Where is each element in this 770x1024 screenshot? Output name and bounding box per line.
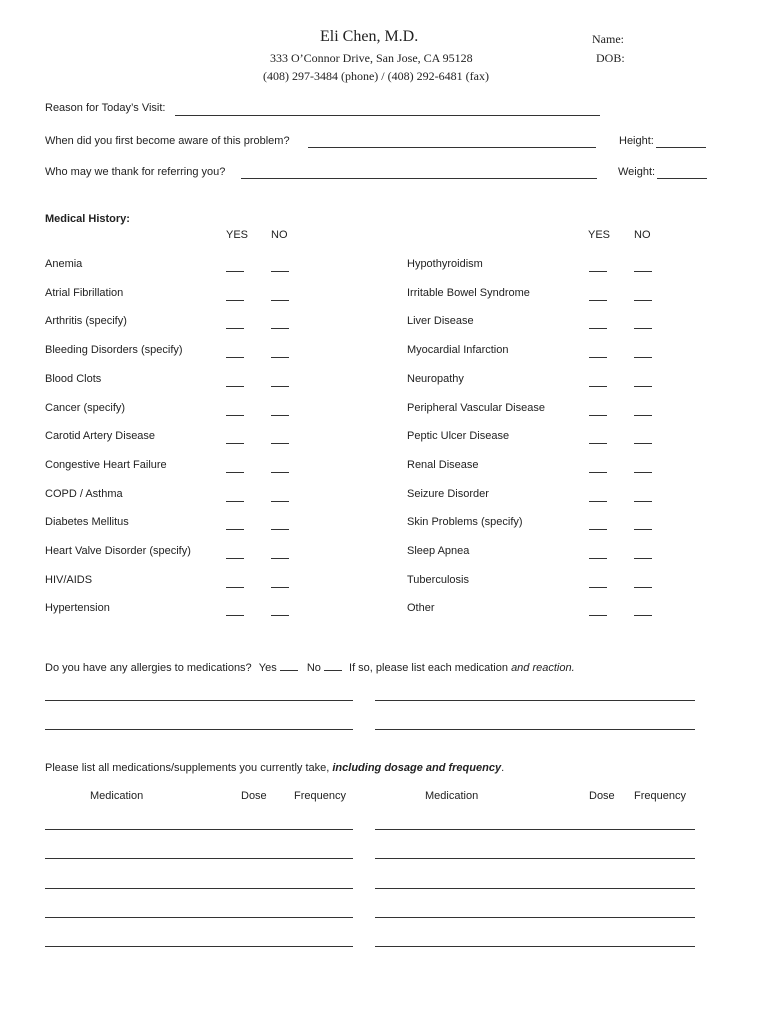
condition-yes-field[interactable] (589, 443, 607, 444)
medication-entry-line[interactable] (45, 888, 353, 889)
allergy-yes-label: Yes (258, 662, 277, 674)
condition-label: Carotid Artery Disease (45, 430, 156, 442)
condition-no-field[interactable] (271, 529, 289, 530)
condition-no-field[interactable] (271, 328, 289, 329)
condition-yes-field[interactable] (226, 328, 244, 329)
condition-no-field[interactable] (634, 443, 652, 444)
condition-label: Anemia (45, 258, 83, 270)
medical-history-title: Medical History: (45, 213, 130, 225)
condition-label: Congestive Heart Failure (45, 459, 167, 471)
yes-header-right: YES (588, 229, 611, 241)
reason-label: Reason for Today’s Visit: (45, 102, 166, 114)
allergy-emph: and reaction. (511, 662, 575, 674)
medication-entry-line[interactable] (45, 946, 353, 947)
dob-label: DOB: (596, 51, 625, 65)
condition-yes-field[interactable] (226, 501, 244, 502)
condition-label: Bleeding Disorders (specify) (45, 344, 183, 356)
condition-yes-field[interactable] (589, 300, 607, 301)
condition-yes-field[interactable] (589, 386, 607, 387)
condition-no-field[interactable] (634, 357, 652, 358)
condition-yes-field[interactable] (589, 357, 607, 358)
allergy-question-line (45, 660, 575, 674)
aware-label: When did you first become aware of this problem? (45, 135, 290, 147)
condition-label: Hypothyroidism (407, 258, 483, 270)
condition-label: Skin Problems (specify) (407, 516, 523, 528)
referral-field[interactable] (241, 178, 597, 179)
medication-entry-line[interactable] (375, 917, 695, 918)
referral-label: Who may we thank for referring you? (45, 166, 226, 178)
condition-no-field[interactable] (271, 472, 289, 473)
condition-no-field[interactable] (271, 587, 289, 588)
col-dose-left: Dose (241, 790, 267, 802)
condition-label: Neuropathy (407, 373, 464, 385)
no-header-left: NO (271, 229, 288, 241)
condition-yes-field[interactable] (226, 587, 244, 588)
condition-label: COPD / Asthma (45, 488, 123, 500)
condition-label: Arthritis (specify) (45, 315, 127, 327)
yes-header-left: YES (226, 229, 249, 241)
medications-intro: Please list all medications/supplements you currently take, (45, 762, 330, 774)
condition-label: Diabetes Mellitus (45, 516, 129, 528)
condition-label: Liver Disease (407, 315, 474, 327)
col-medication-left: Medication (90, 790, 144, 802)
allergy-if-so: If so, please list each medication (349, 662, 508, 674)
medication-entry-line[interactable] (45, 829, 353, 830)
condition-label: Atrial Fibrillation (45, 287, 124, 299)
condition-yes-field[interactable] (589, 529, 607, 530)
height-label: Height: (619, 135, 654, 147)
height-field[interactable] (656, 147, 706, 148)
condition-label: Cancer (specify) (45, 402, 126, 414)
medication-entry-line[interactable] (375, 858, 695, 859)
condition-no-field[interactable] (634, 271, 652, 272)
condition-label: HIV/AIDS (45, 574, 93, 586)
condition-no-field[interactable] (634, 529, 652, 530)
medications-intro-line (45, 762, 504, 774)
allergy-line[interactable] (45, 700, 353, 701)
condition-no-field[interactable] (271, 271, 289, 272)
condition-no-field[interactable] (634, 558, 652, 559)
condition-yes-field[interactable] (226, 443, 244, 444)
condition-no-field[interactable] (271, 615, 289, 616)
name-label: Name: (592, 32, 624, 46)
condition-no-field[interactable] (271, 386, 289, 387)
col-frequency-right: Frequency (634, 790, 686, 802)
medication-entry-line[interactable] (375, 829, 695, 830)
condition-label: Peptic Ulcer Disease (407, 430, 510, 442)
condition-no-field[interactable] (271, 443, 289, 444)
allergy-no-field[interactable] (324, 660, 342, 671)
condition-yes-field[interactable] (589, 558, 607, 559)
col-frequency-left: Frequency (294, 790, 346, 802)
allergy-question: Do you have any allergies to medications? (45, 662, 252, 674)
condition-label: Other (407, 602, 435, 614)
condition-label: Myocardial Infarction (407, 344, 509, 356)
condition-yes-field[interactable] (226, 472, 244, 473)
condition-yes-field[interactable] (226, 271, 244, 272)
reason-field[interactable] (175, 115, 600, 116)
condition-label: Irritable Bowel Syndrome (407, 287, 530, 299)
condition-label: Hypertension (45, 602, 110, 614)
col-dose-right: Dose (589, 790, 615, 802)
condition-no-field[interactable] (634, 415, 652, 416)
no-header-right: NO (634, 229, 651, 241)
allergy-yes-field[interactable] (280, 660, 298, 671)
condition-no-field[interactable] (271, 501, 289, 502)
condition-label: Heart Valve Disorder (specify) (45, 545, 191, 557)
condition-label: Renal Disease (407, 459, 479, 471)
condition-yes-field[interactable] (226, 415, 244, 416)
condition-no-field[interactable] (271, 558, 289, 559)
condition-no-field[interactable] (634, 615, 652, 616)
condition-yes-field[interactable] (226, 529, 244, 530)
clinic-address: 333 O’Connor Drive, San Jose, CA 95128 (270, 51, 473, 65)
col-medication-right: Medication (425, 790, 479, 802)
allergy-line[interactable] (45, 729, 353, 730)
condition-yes-field[interactable] (226, 615, 244, 616)
weight-field[interactable] (657, 178, 707, 179)
condition-no-field[interactable] (634, 501, 652, 502)
doctor-name: Eli Chen, M.D. (320, 28, 419, 45)
condition-label: Blood Clots (45, 373, 102, 385)
condition-label: Sleep Apnea (407, 545, 470, 557)
condition-yes-field[interactable] (589, 271, 607, 272)
condition-no-field[interactable] (634, 386, 652, 387)
clinic-phone: (408) 297-3484 (phone) / (408) 292-6481 (fax) (263, 69, 489, 83)
condition-label: Tuberculosis (407, 574, 469, 586)
medications-emph: including dosage and frequency (332, 762, 502, 774)
medications-period: . (501, 762, 505, 774)
condition-yes-field[interactable] (226, 300, 244, 301)
condition-yes-field[interactable] (589, 415, 607, 416)
condition-no-field[interactable] (271, 300, 289, 301)
medication-entry-line[interactable] (45, 858, 353, 859)
allergy-line[interactable] (375, 729, 695, 730)
allergy-no-label: No (306, 662, 321, 674)
condition-no-field[interactable] (634, 300, 652, 301)
condition-no-field[interactable] (271, 415, 289, 416)
medication-entry-line[interactable] (375, 888, 695, 889)
condition-yes-field[interactable] (589, 587, 607, 588)
medication-entry-line[interactable] (45, 917, 353, 918)
condition-yes-field[interactable] (589, 472, 607, 473)
condition-no-field[interactable] (634, 472, 652, 473)
condition-label: Seizure Disorder (407, 488, 489, 500)
condition-no-field[interactable] (634, 328, 652, 329)
condition-yes-field[interactable] (589, 501, 607, 502)
allergy-line[interactable] (375, 700, 695, 701)
condition-label: Peripheral Vascular Disease (407, 402, 545, 414)
condition-yes-field[interactable] (226, 357, 244, 358)
medication-entry-line[interactable] (375, 946, 695, 947)
condition-no-field[interactable] (271, 357, 289, 358)
condition-yes-field[interactable] (589, 615, 607, 616)
weight-label: Weight: (618, 166, 656, 178)
condition-yes-field[interactable] (226, 558, 244, 559)
condition-yes-field[interactable] (589, 328, 607, 329)
condition-no-field[interactable] (634, 587, 652, 588)
condition-yes-field[interactable] (226, 386, 244, 387)
aware-field[interactable] (308, 147, 596, 148)
